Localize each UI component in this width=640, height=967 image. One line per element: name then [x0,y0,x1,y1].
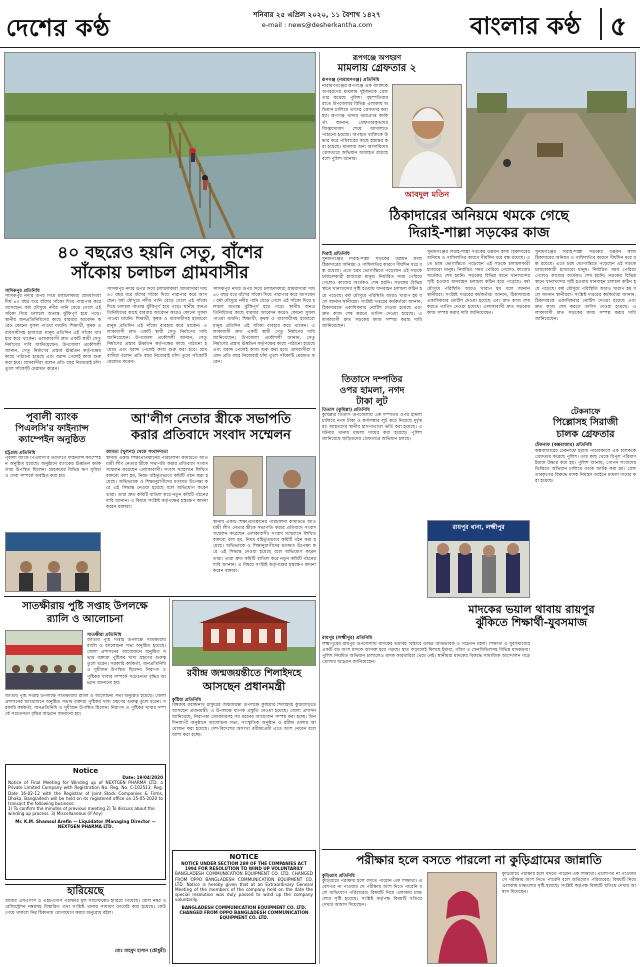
titas-kicker: দিরাই প্রতিনিধি [322,252,350,257]
bank-byline: চট্টগ্রাম প্রতিনিধি [5,451,36,456]
satkhira-body-col1: জাতীয় পুষ্টি সপ্তাহ উপলক্ষে সাতক্ষীরায় র‍্যালি ও আলোচনা সভা অনুষ্ঠিত হয়েছে। জেলা প্রশাসনের আয়োজনে অনুষ্ঠিত সভায় বক্তারা পুষ্টিকর খাদ্য গ্রহণের গুরুত্ব তুলে ধরেন। সরকারি কর্মকর্তা, জনপ্রতিনিধি ও সুধীজন উপস্থিত ছিলেন। নিরাপদ ও পুষ্টিকর খাবার সম্পর্কে সচেতনতা বৃদ্ধির আহ্বান জানানো হয়। [87,638,166,686]
satkhira-headline-1: সাতক্ষীরায় পুষ্টি সপ্তাহ উপলক্ষে [22,601,148,612]
bank-headline-1: পূবালী ব্যাংক [26,412,78,423]
road-photo-illustration [467,53,636,204]
kidnap-photo [392,84,462,188]
page-number: ৫ [610,12,627,42]
lost-notice [5,884,166,964]
road-headline-1: ঠিকাদারের অনিয়মে থমকে গেছে [389,208,569,224]
bridge-body-col2: সাদিকপুর নদীর উপর দিয়ে চলাচলকারী গ্রামবাসীরা দীর্ঘ ৪০ বছর ধরে বাঁশের সাঁকো দিয়ে পারাপার করে আসছেন। বর্ষা মৌসুমে নদীর পানি বেড়ে গেলে এই সাঁকো দিয়ে চলাচল অত্যন্ত ঝুঁকিপূর্ণ হয়ে পড়ে। স্থানীয় জনপ্রতিনিধিদের কাছে বারবার আবেদন করেও কোনো সুফল পাওয়া যায়নি। শিক্ষার্থী, কৃষক ও ব্যবসায়ীসহ হাজারো মানুষ প্রতিদিন এই সাঁকো ব্যবহার করে থাকেন। এলাকাবাসী দ্রুত একটি স্থায়ী সেতু নির্মাণের দাবি জানিয়েছেন। উপজেলা প্রকৌশলী জানান, সেতু নির্মাণের প্রস্তাব ঊর্ধ্বতন কর্তৃপক্ষের কাছে পাঠানো হয়েছে এবং বরাদ্দ পেলেই কাজ শুরু করা হবে। গ্রামবাসীরা বলেন প্রতি বছর নিজেরাই চাঁদা তুলে সাঁকোটি মেরামত করেন। [107,287,207,366]
satkhira-headline-2: র‍্যালি ও আলোচনা [46,614,124,625]
road-body-col2: সুনামগঞ্জের দিরাই-শাল্লা সড়কের উন্নয়ন কাজ ঠিকাদারের অনিয়ম ও গাফিলতির কারণে দীর্ঘদিন ধরে বন্ধ রয়েছে। এতে চরম ভোগান্তিতে পড়েছেন এই সড়কে চলাচলকারী হাজারো মানুষ। নির্ধারিত সময় পেরিয়ে গেলেও কাজের অর্ধেকও শেষ হয়নি। সড়কের বিভিন্ন স্থানে খানাখন্দের সৃষ্টি হওয়ায় যানবাহন চলাচল কঠিন হয়ে পড়েছে। বর্ষা মৌসুমে পরিস্থিতি আরও খারাপ হয় বলে জানান স্থানীয়রা। সংশ্লিষ্ট দপ্তরের কর্মকর্তারা জানান, ঠিকাদারকে একাধিকবার নোটিশ দেওয়া হয়েছে এবং দ্রুত কাজ শেষ করতে তাগিদ দেওয়া হয়েছে। এলাকাবাসী দ্রুত সড়কের কাজ সম্পন্ন করার দাবি জানিয়েছেন। [427,250,530,316]
notice-agenda: 1) To confirm the minutes of previous meeting 2) To discuss about the winding up process. 3) Miscellaneous (if Any) [8,806,155,817]
teknaf-kicker: টেকনাফে [570,406,601,416]
satkhira-body-wide: জাতীয় পুষ্টি সপ্তাহ উপলক্ষে সাতক্ষীরায় র‍্যালি ও আলোচনা সভা অনুষ্ঠিত হয়েছে। জেলা প্রশাসনের আয়োজনে অনুষ্ঠিত সভায় বক্তারা পুষ্টিকর খাদ্য গ্রহণের গুরুত্ব তুলে ধরেন। সরকারি কর্মকর্তা, জনপ্রতিনিধি ও সুধীজন উপস্থিত ছিলেন। নিরাপদ ও পুষ্টিকর খাবার সম্পর্কে সচেতনতা বৃদ্ধির আহ্বান জানানো হয়। [5,694,166,718]
lost-notice-title: হারিয়েছে [67,886,104,897]
road-photo [466,52,636,204]
tagore-photo [172,600,316,666]
awami-photo-2 [266,456,316,516]
rally-photo-illustration [6,631,83,690]
awami-body-col1: স্থানীয় একটি শিক্ষাপ্রতিষ্ঠানের পরিচালনা কমিটিতে আওয়ামী লীগ নেতার স্ত্রীকে সভাপতি করার প্রতিবাদে সংবাদ সম্মেলন করেছেন এলাকাবাসী। সংবাদ সম্মেলনে লিখিত বক্তব্যে বলা হয়, নিয়ম বহির্ভূতভাবে কমিটি গঠন করা হয়েছে। অভিভাবক ও শিক্ষানুরাগীদের মতামত উপেক্ষা করে এই সিদ্ধান্ত নেওয়া হয়েছে বলে অভিযোগ করেন তারা। তারা দ্রুত কমিটি বাতিল করে নতুন কমিটি গঠনের দাবি জানান। এ বিষয়ে সংশ্লিষ্ট কর্তৃপক্ষের হস্তক্ষেপ কামনা করেন বক্তারা। [106,456,208,510]
tagore-body: বিশ্বকবি রবীন্দ্রনাথ ঠাকুরের জন্মজয়ন্তী উপলক্ষে কুষ্টিয়ার শিলাইদহ কুঠিবাড়িতে আসছেন প্রধানমন্ত্রী। এ উপলক্ষে ব্যাপক প্রস্তুতি নেওয়া হয়েছে। জেলা প্রশাসন জানিয়েছে, নিরাপত্তা জোরদারসহ সব ধরনের আয়োজন সম্পন্ন করা হচ্ছে। তিন দিনব্যাপী অনুষ্ঠানে আলোচনা সভা, সাংস্কৃতিক অনুষ্ঠান ও রবীন্দ্র মেলার আয়োজন করা হয়েছে। দেশ-বিদেশের অসংখ্য রবীন্দ্রপ্রেমী এতে অংশ নেবেন বলে আশা করা হচ্ছে। [172,703,316,739]
masthead [0,0,640,48]
bank-photo [5,532,101,592]
titas-body-top: সুনামগঞ্জের দিরাই-শাল্লা সড়কের উন্নয়ন কাজ ঠিকাদারের অনিয়ম ও গাফিলতির কারণে দীর্ঘদিন ধরে বন্ধ রয়েছে। এতে চরম ভোগান্তিতে পড়েছেন এই সড়কে চলাচলকারী হাজারো মানুষ। নির্ধারিত সময় পেরিয়ে গেলেও কাজের অর্ধেকও শেষ হয়নি। সড়কের বিভিন্ন স্থানে খানাখন্দের সৃষ্টি হওয়ায় যানবাহন চলাচল কঠিন হয়ে পড়েছে। বর্ষা মৌসুমে পরিস্থিতি আরও খারাপ হয় বলে জানান স্থানীয়রা। সংশ্লিষ্ট দপ্তরের কর্মকর্তারা জানান, ঠিকাদারকে একাধিকবার নোটিশ দেওয়া হয়েছে এবং দ্রুত কাজ শেষ করতে তাগিদ দেওয়া হয়েছে। এলাকাবাসী দ্রুত সড়কের কাজ সম্পন্ন করার দাবি জানিয়েছেন। [322,257,422,330]
drug-body: লক্ষ্মীপুরের রায়পুর উপজেলায় মাদকের ভয়াবহ বিস্তারে উদ্বিগ্ন অভিভাবক ও সচেতন মহল। শিক্ষার্থী ও যুবসমাজের একটি বড় অংশ মাদকে আসক্ত হয়ে পড়ছে। হাত বাড়ালেই মিলছে ইয়াবা, গাঁজা ও ফেনসিডিলসহ বিভিন্ন মাদকদ্রব্য। পুলিশ নিয়মিত অভিযান চালালেও মাদক কারবারিরা থেমে নেই। স্থানীয়রা মাদকের বিরুদ্ধে সামাজিক আন্দোলন গড়ে তোলার আহ্বান জানিয়েছেন। [322,642,530,666]
section-name: দেশের কণ্ঠ [6,13,111,42]
road-headline-2: দিরাই-শাল্লা সড়কের কাজ [408,225,550,241]
bridge-byline: সাদিকপুর প্রতিনিধি [5,289,40,294]
bridge-headline-1: ৪০ বছরেও হয়নি সেতু, বাঁশের [57,243,263,263]
email-line: e-mail : news@desherkantha.com [261,21,373,29]
awami-headline-2: করার প্রতিবাদে সংবাদ সম্মেলন [131,428,291,443]
lost-notice-signature: মোঃ মাহমুদ হাসান (চৌধুরী) [114,949,166,954]
teknaf-headline-1: পিল্লোসহ সিরাজী [552,417,619,428]
bank-headline-3: ক্যাম্পেইন অনুষ্ঠিত [18,435,86,445]
winding-up-notice [5,764,166,880]
satkhira-byline: সাতক্ষীরা প্রতিনিধি [87,633,122,638]
bank-headline-2: পিএলসি'র ফাইন্যান্স [15,424,89,434]
exam-body-col1: কুড়িগ্রামে পরীক্ষার হলে বসতে পারেনি এক শিক্ষার্থী। প্রবেশপত্র না পাওয়ায় সে পরীক্ষায় অংশ নিতে পারেনি বলে অভিযোগ পরিবারের। বিষয়টি নিয়ে এলাকায় চাঞ্চল্যের সৃষ্টি হয়েছে। সংশ্লিষ্ট কর্তৃপক্ষ বিষয়টি খতিয়ে দেখার আশ্বাস দিয়েছেন। [322,879,422,909]
tagore-headline-2: আসছেন প্রধানমন্ত্রী [202,680,286,693]
date-line: শনিবার ২৫ এপ্রিল ২০২০, ১১ বৈশাখ ১৪২৭ [253,11,381,19]
paper-name: বাংলার কণ্ঠ [470,11,581,40]
awami-headline-1: আ'লীগ নেতার স্ত্রীকে সভাপতি [131,412,291,427]
kuthibari-illustration [173,601,316,666]
exam-body-col2: কুড়িগ্রামে পরীক্ষার হলে বসতে পারেনি এক শিক্ষার্থী। প্রবেশপত্র না পাওয়ায় সে পরীক্ষায় অংশ নিতে পারেনি বলে অভিযোগ পরিবারের। বিষয়টি নিয়ে এলাকায় চাঞ্চল্যের সৃষ্টি হয়েছে। সংশ্লিষ্ট কর্তৃপক্ষ বিষয়টি খতিয়ে দেখার আশ্বাস দিয়েছেন। [502,872,636,896]
exam-byline: কুড়িগ্রাম প্রতিনিধি [322,874,355,879]
police-photo-banner: রায়পুর থানা, লক্ষ্মীপুর [452,524,505,531]
oppo-notice [172,850,316,964]
drug-headline-2: ঝুঁকিতে শিক্ষার্থী-যুবসমাজ [475,616,588,629]
kidnap-byline: রূপগঞ্জ (নারায়ণগঞ্জ) প্রতিনিধি [322,78,380,83]
oppo-notice-body: BANGLADESH COMMUNICATION EQUIPMENT CO. LTD. CHANGED FROM OPPO BANGLADESH COMMUNICATION EQUIPMENT CO. LTD. Notice is hereby given that at an Extraordinary General Meeting of the members of the company held on the date the special resolution was duly passed to wind up the company voluntarily. [175,871,313,903]
teknaf-byline: টেকনাফ (কক্সবাজার) প্রতিনিধি [535,443,592,448]
bridge-photo [4,52,316,239]
tagore-byline: কুষ্টিয়া প্রতিনিধি [172,698,202,703]
bank-photo-illustration [6,533,101,592]
exam-headline: পরীক্ষার হলে বসতে পারলো না কুড়িগ্রামের জান্নাতি [356,853,602,867]
tagore-headline-1: রবীন্দ্র জন্মজয়ন্তীতে শিলাইদহে [186,668,302,679]
titas-byline: তিতাস (কুমিল্লা) প্রতিনিধি [322,408,370,413]
notice-body: Notice of Final Meeting for Winding up of NEXTGEN PHARMA LTD. a Private Limited Company with Registration No. Reg. No. C-102513. Reg. Date 16-02-12 with the Registrar of Joint Stock Companies & Firms, Dhaka, Bangladesh will be held on its registered office on 25-05-2020 to transact the following business: [8,780,163,807]
portrait-illustration [393,85,462,188]
drug-headline-1: মাদকের ভয়াল থাবায় রায়পুর [468,603,595,616]
road-body-col3: সুনামগঞ্জের দিরাই-শাল্লা সড়কের উন্নয়ন কাজ ঠিকাদারের অনিয়ম ও গাফিলতির কারণে দীর্ঘদিন ধরে বন্ধ রয়েছে। এতে চরম ভোগান্তিতে পড়েছেন এই সড়কে চলাচলকারী হাজারো মানুষ। নির্ধারিত সময় পেরিয়ে গেলেও কাজের অর্ধেকও শেষ হয়নি। সড়কের বিভিন্ন স্থানে খানাখন্দের সৃষ্টি হওয়ায় যানবাহন চলাচল কঠিন হয়ে পড়েছে। বর্ষা মৌসুমে পরিস্থিতি আরও খারাপ হয় বলে জানান স্থানীয়রা। সংশ্লিষ্ট দপ্তরের কর্মকর্তারা জানান, ঠিকাদারকে একাধিকবার নোটিশ দেওয়া হয়েছে এবং দ্রুত কাজ শেষ করতে তাগিদ দেওয়া হয়েছে। এলাকাবাসী দ্রুত সড়কের কাজ সম্পন্ন করার দাবি জানিয়েছেন। [535,250,636,323]
kidnap-headline: মামলায় গ্রেফতার ২ [337,63,417,74]
exam-photo [427,872,497,964]
titas-body: কুমিল্লার তিতাস উপজেলায় এক দম্পতির ওপর হামলা চালিয়ে নগদ টাকা ও স্বর্ণালঙ্কার লুট করে নিয়েছে দুর্বৃত্তরা। আহতদের স্থানীয় হাসপাতালে ভর্তি করা হয়েছে। এ ঘটনায় থানায় মামলা দায়ের করা হয়েছে। পুলিশ জানিয়েছে জড়িতদের গ্রেফতারে অভিযান চলছে। [322,413,422,443]
kidnap-photo-caption: আবদুল মতিন [404,190,450,199]
titas-headline-2: ওপর হামলা, নগদ [339,386,405,396]
oppo-notice-title: NOTICE [229,853,259,861]
oppo-notice-footer: BANGLADESH COMMUNICATION EQUIPMENT CO. LTD. CHANGED FROM OPPO BANGLADESH COMMUNICATION EQUIPMENT CO. LTD. [179,904,309,921]
bridge-photo-illustration [5,53,316,239]
drug-byline: রায়পুর (লক্ষ্মীপুর) প্রতিনিধি [322,636,373,641]
bridge-headline-2: সাঁকোয় চলাচল গ্রামবাসীর [71,263,249,283]
awami-photo-1 [213,456,263,516]
awami-byline: আমতা (খুলনা) থেকে সংবাদদাতা [106,450,168,455]
lost-notice-body: আমার এসএসসি ও এইচএসসি পরীক্ষার মূল সার্টিফিকেট হারিয়ে গিয়েছে। রোল নম্বর ও রেজিস্ট্রেশন নম্বরসহ বিস্তারিত তথ্য সংশ্লিষ্ট থানায় সাধারণ ডায়েরি করা হয়েছে। কেউ পেয়ে থাকলে নিম্ন ঠিকানায় যোগাযোগ করার অনুরোধ রইল। [5,899,166,917]
student-photo-illustration [428,873,497,964]
oppo-notice-subtitle: NOTICE UNDER SECTION 289 OF THE COMPANIES ACT 1994 FOR RESOLUTION TO WIND UP VOLUNTARILY [181,861,307,872]
notice-signature: Mr. K.M. Shamsul Arefin — Liquidator /Managing Director — NEXTGEN PHARMA LTD. [15,818,156,829]
press-photo-illustration [214,457,263,516]
notice-title: Notice [72,767,99,775]
bridge-body-col3: সাদিকপুর নদীর উপর দিয়ে চলাচলকারী গ্রামবাসীরা দীর্ঘ ৪০ বছর ধরে বাঁশের সাঁকো দিয়ে পারাপার করে আসছেন। বর্ষা মৌসুমে নদীর পানি বেড়ে গেলে এই সাঁকো দিয়ে চলাচল অত্যন্ত ঝুঁকিপূর্ণ হয়ে পড়ে। স্থানীয় জনপ্রতিনিধিদের কাছে বারবার আবেদন করেও কোনো সুফল পাওয়া যায়নি। শিক্ষার্থী, কৃষক ও ব্যবসায়ীসহ হাজারো মানুষ প্রতিদিন এই সাঁকো ব্যবহার করে থাকেন। এলাকাবাসী দ্রুত একটি স্থায়ী সেতু নির্মাণের দাবি জানিয়েছেন। উপজেলা প্রকৌশলী জানান, সেতু নির্মাণের প্রস্তাব ঊর্ধ্বতন কর্তৃপক্ষের কাছে পাঠানো হয়েছে এবং বরাদ্দ পেলেই কাজ শুরু করা হবে। গ্রামবাসীরা বলেন প্রতি বছর নিজেরাই চাঁদা তুলে সাঁকোটি মেরামত করেন। [213,287,315,366]
teknaf-headline-2: চালক গ্রেফতার [556,429,615,440]
notice-date: Date: 19/04/2020 [122,775,163,780]
press-photo-illustration-2 [267,457,316,516]
titas-headline-3: টাকা লুট [356,397,388,407]
awami-body-col2: স্থানীয় একটি শিক্ষাপ্রতিষ্ঠানের পরিচালনা কমিটিতে আওয়ামী লীগ নেতার স্ত্রীকে সভাপতি করার প্রতিবাদে সংবাদ সম্মেলন করেছেন এলাকাবাসী। সংবাদ সম্মেলনে লিখিত বক্তব্যে বলা হয়, নিয়ম বহির্ভূতভাবে কমিটি গঠন করা হয়েছে। অভিভাবক ও শিক্ষানুরাগীদের মতামত উপেক্ষা করে এই সিদ্ধান্ত নেওয়া হয়েছে বলে অভিযোগ করেন তারা। তারা দ্রুত কমিটি বাতিল করে নতুন কমিটি গঠনের দাবি জানান। এ বিষয়ে সংশ্লিষ্ট কর্তৃপক্ষের হস্তক্ষেপ কামনা করেন বক্তারা। [213,520,316,574]
titas-headline-1: তিতাসে দম্পতির [341,375,403,385]
kidnap-body: নারায়ণগঞ্জের রূপগঞ্জে এক ব্যক্তিকে অপহরণের মামলায় দুইজনকে গ্রেফতার করেছে পুলিশ। বৃহস্পতিবার রাতে উপজেলার বিভিন্ন এলাকায় অভিযান চালিয়ে তাদের গ্রেফতার করা হয়। রূপগঞ্জ থানার ভারপ্রাপ্ত কর্মকর্তা জানান, গ্রেফতারকৃতদের জিজ্ঞাসাবাদ শেষে আদালতে পাঠানো হয়েছে। অপহৃত ব্যক্তিকে উদ্ধার করে পরিবারের কাছে হস্তান্তর করা হয়েছে। মামলার অন্য আসামিদের গ্রেফতারে অভিযান অব্যাহত রয়েছে বলে পুলিশ জানায়। [322,84,388,163]
satkhira-photo [5,630,83,690]
bridge-body-col1: সাদিকপুর নদীর উপর দিয়ে চলাচলকারী গ্রামবাসীরা দীর্ঘ ৪০ বছর ধরে বাঁশের সাঁকো দিয়ে পারাপার করে আসছেন। বর্ষা মৌসুমে নদীর পানি বেড়ে গেলে এই সাঁকো দিয়ে চলাচল অত্যন্ত ঝুঁকিপূর্ণ হয়ে পড়ে। স্থানীয় জনপ্রতিনিধিদের কাছে বারবার আবেদন করেও কোনো সুফল পাওয়া যায়নি। শিক্ষার্থী, কৃষক ও ব্যবসায়ীসহ হাজারো মানুষ প্রতিদিন এই সাঁকো ব্যবহার করে থাকেন। এলাকাবাসী দ্রুত একটি স্থায়ী সেতু নির্মাণের দাবি জানিয়েছেন। উপজেলা প্রকৌশলী জানান, সেতু নির্মাণের প্রস্তাব ঊর্ধ্বতন কর্তৃপক্ষের কাছে পাঠানো হয়েছে এবং বরাদ্দ পেলেই কাজ শুরু করা হবে। গ্রামবাসীরা বলেন প্রতি বছর নিজেরাই চাঁদা তুলে সাঁকোটি মেরামত করেন। [5,294,101,373]
teknaf-body: কক্সবাজারের টেকনাফে ইয়াবা পাচারকালে এক চালককে গ্রেফতার করেছে পুলিশ। তার কাছ থেকে বিপুল পরিমাণ ইয়াবা উদ্ধার করা হয়। পুলিশ জানায়, গোপন সংবাদের ভিত্তিতে অভিযান চালিয়ে তাকে আটক করা হয়। গ্রেফতারকৃতের বিরুদ্ধে মাদক নিয়ন্ত্রণ আইনে মামলা দায়ের করা হয়েছে। [535,449,636,485]
kidnap-kicker: রূপগঞ্জে অপহরণ [352,53,402,62]
bank-body: পূবালী ব্যাংক পিএলসি'র উদ্যোগে ফাইন্যান্স ক্যাম্পেইন অনুষ্ঠিত হয়েছে। অনুষ্ঠানে ব্যাংকের ঊর্ধ্বতন কর্মকর্তারা উপস্থিত ছিলেন। গ্রাহকদের বিভিন্ন ঋণ সুবিধা ও সেবা সম্পর্কে অবহিত করা হয়। [5,456,101,480]
